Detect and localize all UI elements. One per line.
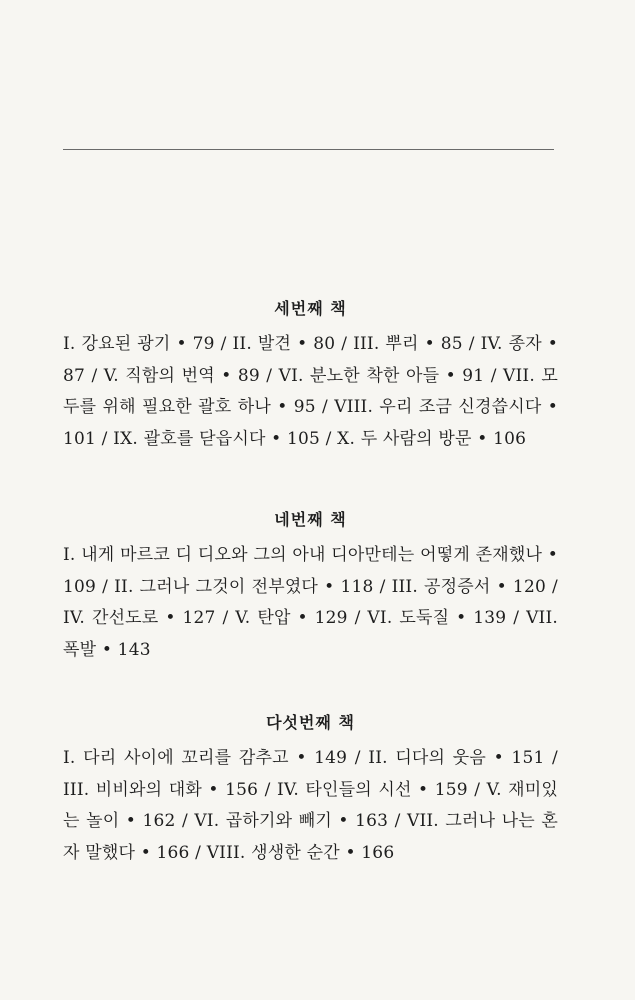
toc-section-book-3 [63, 297, 558, 455]
chapter-list: I. 다리 사이에 꼬리를 감추고 • 149 / II. 디다의 웃음 • 151 / III. 비비와의 대화 • 156 / IV. 타인들의 시선 • 159 / V. 재미있는 놀이 • 162 / VI. 곱하기와 빼기 • 163 / VII. 그러나 나는 혼자 말했다 • 166 / VIII. 생생한 순간 • 166 [63, 748, 558, 863]
section-title: 세번째 책 [274, 299, 347, 318]
chapter-list: I. 강요된 광기 • 79 / II. 발견 • 80 / III. 뿌리 • 85 / IV. 종자 • 87 / V. 직함의 번역 • 89 / VI. 분노한 착한 아들 • 91 / VII. 모두를 위해 필요한 괄호 하나 • 95 / VIII. 우리 조금 신경씁시다 • 101 / IX. 괄호를 닫읍시다 • 105 / X. 두 사람의 방문 • 106 [63, 334, 558, 449]
section-title: 다섯번째 책 [266, 713, 355, 732]
chapter-list: I. 내게 마르코 디 디오와 그의 아내 디아만테는 어떻게 존재했나 • 109 / II. 그러나 그것이 전부였다 • 118 / III. 공정증서 • 120 / IV. 간선도로 • 127 / V. 탄압 • 129 / VI. 도둑질 • 139 / VII. 폭발 • 143 [63, 545, 558, 660]
section-title: 네번째 책 [274, 510, 347, 529]
toc-section-book-5 [63, 711, 558, 869]
top-divider-rule [63, 149, 554, 150]
toc-section-book-4 [63, 508, 558, 666]
